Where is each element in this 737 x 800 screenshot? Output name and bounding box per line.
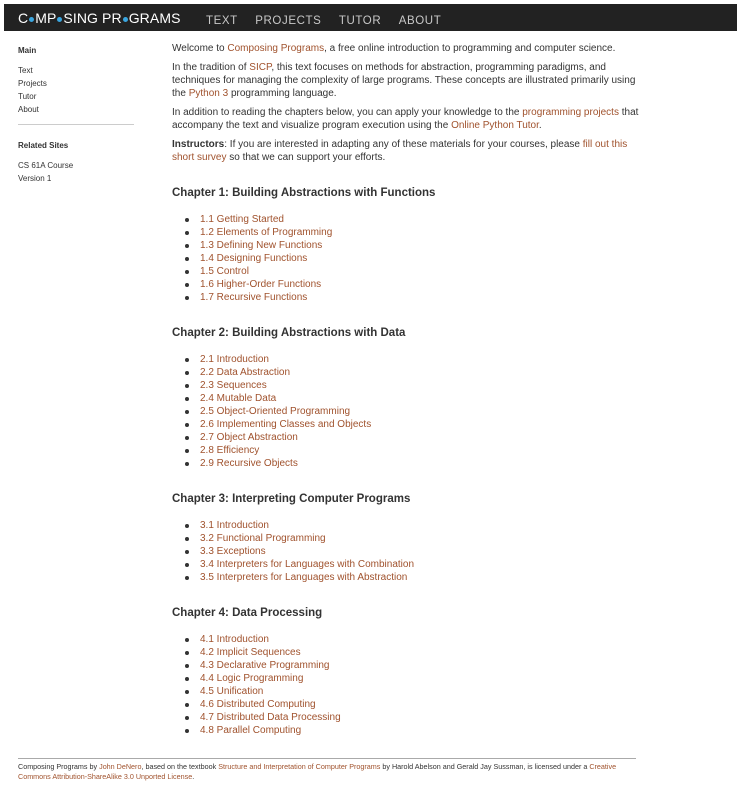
list-item: [185, 226, 642, 239]
intro-paragraph-instructors: [172, 138, 642, 164]
section-link[interactable]: 2.9 Recursive Objects: [200, 458, 298, 469]
section-link[interactable]: 2.3 Sequences: [200, 380, 267, 391]
main-content: [172, 42, 642, 737]
sicp-link[interactable]: SICP: [249, 62, 272, 73]
intro-text: so that we can support your efforts.: [226, 152, 386, 163]
section-link[interactable]: 3.4 Interpreters for Languages with Combination: [200, 559, 415, 570]
bullet-icon: [185, 397, 189, 401]
brand-dot-icon: [57, 17, 62, 22]
section-link[interactable]: 2.1 Introduction: [200, 354, 269, 365]
section-link[interactable]: 2.5 Object-Oriented Programming: [200, 406, 351, 417]
footer: [18, 758, 636, 782]
bullet-icon: [185, 449, 189, 453]
bullet-icon: [185, 423, 189, 427]
section-link[interactable]: 1.6 Higher-Order Functions: [200, 279, 322, 290]
sidebar-item-projects[interactable]: Projects: [18, 79, 47, 88]
sidebar: [18, 46, 134, 185]
bullet-icon: [185, 729, 189, 733]
bullet-icon: [185, 537, 189, 541]
intro-text: , this text focuses on methods for abstraction, programming paradigms, and techniques for managing the complexity of large programs. These concepts are illustrated primarily using the: [172, 62, 636, 99]
list-item: [185, 558, 642, 571]
nav-text[interactable]: TEXT: [206, 15, 238, 27]
bullet-icon: [185, 550, 189, 554]
python3-link[interactable]: Python 3: [188, 88, 229, 99]
chapter-1-heading: Chapter 1: Building Abstractions with Functions: [172, 187, 436, 199]
site-logo[interactable]: [18, 10, 181, 26]
list-item: [185, 444, 642, 457]
list-item: [185, 698, 642, 711]
brand-dot-icon: [29, 17, 34, 22]
instructors-label: Instructors: [172, 139, 225, 150]
composing-programs-link[interactable]: Composing Programs: [227, 43, 325, 54]
intro-paragraph-welcome: [172, 42, 642, 55]
chapter-1-list: [185, 213, 642, 304]
brand-text-2: MP: [35, 10, 57, 26]
list-item: [185, 265, 642, 278]
section-link[interactable]: 2.4 Mutable Data: [200, 393, 277, 404]
brand-text-1: C: [18, 10, 29, 26]
intro-text: that accompany the text and visualize program execution using the: [172, 107, 639, 131]
chapter-4-list: [185, 633, 642, 737]
list-item: [185, 405, 642, 418]
section-link[interactable]: 2.7 Object Abstraction: [200, 432, 298, 443]
list-item: [185, 519, 642, 532]
list-item: [185, 418, 642, 431]
nav-tutor[interactable]: TUTOR: [338, 15, 382, 27]
bullet-icon: [185, 690, 189, 694]
bullet-icon: [185, 703, 189, 707]
bullet-icon: [185, 524, 189, 528]
brand-text-3: SING PR: [63, 10, 122, 26]
sidebar-item-version1[interactable]: Version 1: [18, 174, 52, 183]
bullet-icon: [185, 716, 189, 720]
bullet-icon: [185, 371, 189, 375]
list-item: [185, 291, 642, 304]
top-navbar: [4, 4, 737, 31]
list-item: [185, 545, 642, 558]
sidebar-divider: [18, 124, 134, 125]
intro-text: In the tradition of: [172, 62, 250, 73]
list-item: [185, 239, 642, 252]
list-item: [185, 366, 642, 379]
bullet-icon: [185, 576, 189, 580]
bullet-icon: [185, 677, 189, 681]
bullet-icon: [185, 436, 189, 440]
sidebar-item-text[interactable]: Text: [18, 66, 33, 75]
chapter-3-list: [185, 519, 642, 584]
intro-paragraph-projects: [172, 106, 642, 132]
chapter-2-list: [185, 353, 642, 470]
section-link[interactable]: 1.1 Getting Started: [200, 214, 284, 225]
section-link[interactable]: 4.1 Introduction: [200, 634, 269, 645]
intro-paragraph-sicp: [172, 61, 642, 100]
section-link[interactable]: 3.5 Interpreters for Languages with Abstraction: [200, 572, 408, 583]
list-item: [185, 571, 642, 584]
chapter-2-heading: Chapter 2: Building Abstractions with Data: [172, 327, 406, 339]
section-link[interactable]: 4.7 Distributed Data Processing: [200, 712, 341, 723]
intro-text: , a free online introduction to programming and computer science.: [324, 43, 616, 54]
bullet-icon: [185, 651, 189, 655]
bullet-icon: [185, 231, 189, 235]
section-link[interactable]: 4.8 Parallel Computing: [200, 725, 302, 736]
section-link[interactable]: 1.4 Designing Functions: [200, 253, 308, 264]
section-link[interactable]: 4.6 Distributed Computing: [200, 699, 316, 710]
section-link[interactable]: 1.5 Control: [200, 266, 249, 277]
section-link[interactable]: 3.3 Exceptions: [200, 546, 266, 557]
sidebar-item-tutor[interactable]: Tutor: [18, 92, 37, 101]
bullet-icon: [185, 244, 189, 248]
list-item: [185, 252, 642, 265]
section-link[interactable]: 4.4 Logic Programming: [200, 673, 304, 684]
section-link[interactable]: 1.3 Defining New Functions: [200, 240, 323, 251]
bullet-icon: [185, 218, 189, 222]
section-link[interactable]: 1.2 Elements of Programming: [200, 227, 333, 238]
bullet-icon: [185, 664, 189, 668]
section-link[interactable]: 3.1 Introduction: [200, 520, 269, 531]
sidebar-main-heading: Main: [18, 46, 37, 55]
bullet-icon: [185, 410, 189, 414]
list-item: [185, 379, 642, 392]
sidebar-related-heading: Related Sites: [18, 141, 69, 150]
bullet-icon: [185, 563, 189, 567]
section-link[interactable]: 4.3 Declarative Programming: [200, 660, 330, 671]
section-link[interactable]: 3.2 Functional Programming: [200, 533, 326, 544]
chapter-3-heading: Chapter 3: Interpreting Computer Programs: [172, 493, 411, 505]
list-item: [185, 392, 642, 405]
bullet-icon: [185, 296, 189, 300]
intro-text: : If you are interested in adapting any of these materials for your courses, please: [224, 139, 583, 150]
sidebar-item-about[interactable]: About: [18, 105, 39, 114]
sicp-book-link[interactable]: Structure and Interpretation of Computer Programs: [218, 762, 381, 771]
footer-text: by Harold Abelson and Gerald Jay Sussman, is licensed under a: [380, 762, 590, 771]
license-link[interactable]: Creative Commons Attribution-ShareAlike 3.0 Unported License: [18, 762, 617, 781]
list-item: [185, 431, 642, 444]
chapter-4-heading: Chapter 4: Data Processing: [172, 607, 323, 619]
brand-text-4: GRAMS: [128, 10, 181, 26]
footer-text: .: [192, 772, 195, 781]
nav-about[interactable]: ABOUT: [398, 15, 442, 27]
intro-text: In addition to reading the chapters below, you can apply your knowledge to the: [172, 107, 523, 118]
list-item: [185, 457, 642, 470]
bullet-icon: [185, 358, 189, 362]
intro-text: Welcome to: [172, 43, 228, 54]
bullet-icon: [185, 462, 189, 466]
section-link[interactable]: 4.2 Implicit Sequences: [200, 647, 301, 658]
section-link[interactable]: 2.2 Data Abstraction: [200, 367, 291, 378]
list-item: [185, 672, 642, 685]
footer-text: , based on the textbook: [141, 762, 219, 771]
list-item: [185, 685, 642, 698]
brand-dot-icon: [123, 17, 128, 22]
section-link[interactable]: 2.8 Efficiency: [200, 445, 260, 456]
list-item: [185, 711, 642, 724]
intro-text: .: [538, 120, 542, 131]
programming-projects-link[interactable]: programming projects: [522, 107, 619, 118]
list-item: [185, 213, 642, 226]
bullet-icon: [185, 270, 189, 274]
intro-text: programming language.: [228, 88, 337, 99]
list-item: [185, 278, 642, 291]
section-link[interactable]: 1.7 Recursive Functions: [200, 292, 308, 303]
survey-link[interactable]: fill out this short survey: [172, 139, 628, 163]
list-item: [185, 532, 642, 545]
nav-links: [206, 11, 454, 29]
author-link[interactable]: John DeNero: [99, 762, 142, 771]
list-item: [185, 724, 642, 737]
bullet-icon: [185, 283, 189, 287]
sidebar-item-cs61a[interactable]: CS 61A Course: [18, 161, 74, 170]
list-item: [185, 633, 642, 646]
bullet-icon: [185, 257, 189, 261]
online-python-tutor-link[interactable]: Online Python Tutor: [451, 120, 539, 131]
bullet-icon: [185, 384, 189, 388]
list-item: [185, 353, 642, 366]
list-item: [185, 646, 642, 659]
section-link[interactable]: 2.6 Implementing Classes and Objects: [200, 419, 372, 430]
list-item: [185, 659, 642, 672]
bullet-icon: [185, 638, 189, 642]
section-link[interactable]: 4.5 Unification: [200, 686, 264, 697]
nav-projects[interactable]: PROJECTS: [255, 15, 322, 27]
footer-text: Composing Programs by: [18, 762, 100, 771]
